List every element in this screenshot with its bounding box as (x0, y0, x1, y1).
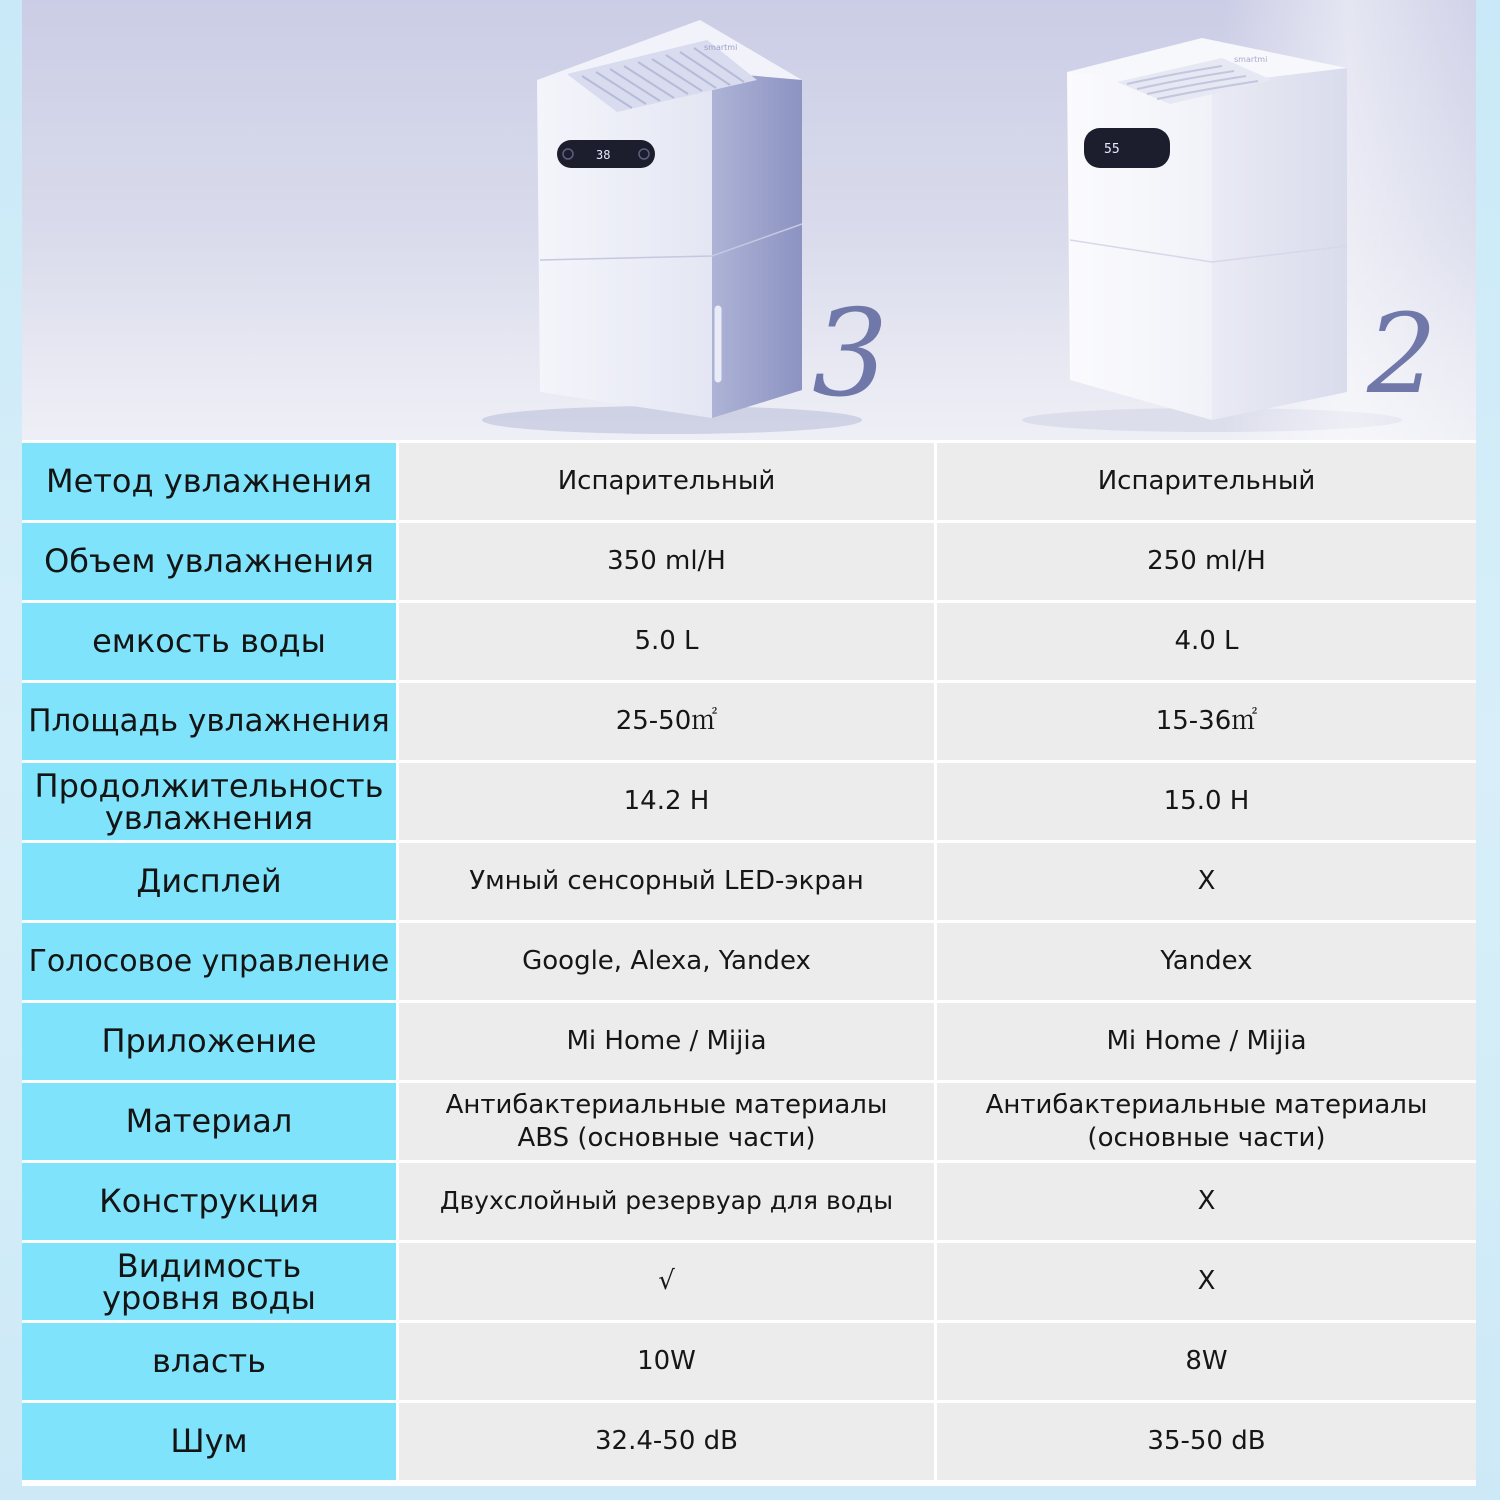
humidifier-2 (1067, 38, 1347, 420)
row-label: Дисплей (22, 843, 396, 920)
value-model-3: Антибактериальные материалы ABS (основные части) (399, 1083, 934, 1160)
table-row (22, 923, 1476, 1000)
value-model-3: 32.4-50 dB (399, 1403, 934, 1480)
value-model-3: Mi Home / Mijia (399, 1003, 934, 1080)
row-label: Объем увлажнения (22, 523, 396, 600)
value-model-2: 250 ml/H (937, 523, 1476, 600)
table-row (22, 1323, 1476, 1400)
value-model-3: Испарительный (399, 443, 934, 520)
value-model-3: 350 ml/H (399, 523, 934, 600)
humidifier-3 (537, 20, 802, 418)
comparison-table (22, 443, 1476, 1483)
value-model-2: Yandex (937, 923, 1476, 1000)
value-model-3: Умный сенсорный LED-экран (399, 843, 934, 920)
display-reading-left: 38 (596, 148, 611, 162)
value-model-3: √ (399, 1243, 934, 1320)
row-label: Конструкция (22, 1163, 396, 1240)
table-row (22, 1163, 1476, 1240)
table-row (22, 443, 1476, 520)
row-label: власть (22, 1323, 396, 1400)
value-model-2: 15-36㎡ (937, 683, 1476, 760)
brand-mark-left: smartmi (704, 43, 738, 52)
value-model-2: 15.0 H (937, 763, 1476, 840)
table-row (22, 1403, 1476, 1480)
value-model-3: 25-50㎡ (399, 683, 934, 760)
table-row (22, 843, 1476, 920)
value-model-3: Google, Alexa, Yandex (399, 923, 934, 1000)
hero-illustration (22, 0, 1476, 440)
row-label: Шум (22, 1403, 396, 1480)
value-model-3: 10W (399, 1323, 934, 1400)
row-label: Видимость уровня воды (22, 1243, 396, 1320)
display-reading-right: 55 (1104, 142, 1120, 157)
table-row (22, 1003, 1476, 1080)
value-model-3: 5.0 L (399, 603, 934, 680)
value-model-2: X (937, 843, 1476, 920)
model-numeral-3: 3 (812, 285, 889, 424)
table-row (22, 683, 1476, 760)
value-model-2: X (937, 1243, 1476, 1320)
row-label: Голосовое управление (22, 923, 396, 1000)
water-window (714, 305, 722, 383)
value-model-2: Испарительный (937, 443, 1476, 520)
row-label: Приложение (22, 1003, 396, 1080)
row-label: Материал (22, 1083, 396, 1160)
brand-mark-right: smartmi (1234, 55, 1268, 64)
table-row (22, 523, 1476, 600)
value-model-2: 4.0 L (937, 603, 1476, 680)
row-label: емкость воды (22, 603, 396, 680)
hero-banner (22, 0, 1476, 440)
row-label: Площадь увлажнения (22, 683, 396, 760)
value-model-2: X (937, 1163, 1476, 1240)
row-label: Метод увлажнения (22, 443, 396, 520)
value-model-2: Mi Home / Mijia (937, 1003, 1476, 1080)
table-row (22, 763, 1476, 840)
value-model-2: 8W (937, 1323, 1476, 1400)
value-model-2: Антибактериальные материалы (основные части) (937, 1083, 1476, 1160)
row-label: Продолжительность увлажнения (22, 763, 396, 840)
table-row (22, 1083, 1476, 1160)
value-model-3: 14.2 H (399, 763, 934, 840)
value-model-3: Двухслойный резервуар для воды (399, 1163, 934, 1240)
table-row (22, 1243, 1476, 1320)
model-numeral-2: 2 (1367, 290, 1437, 418)
display-panel-right (1084, 128, 1170, 168)
value-model-2: 35-50 dB (937, 1403, 1476, 1480)
table-row (22, 603, 1476, 680)
